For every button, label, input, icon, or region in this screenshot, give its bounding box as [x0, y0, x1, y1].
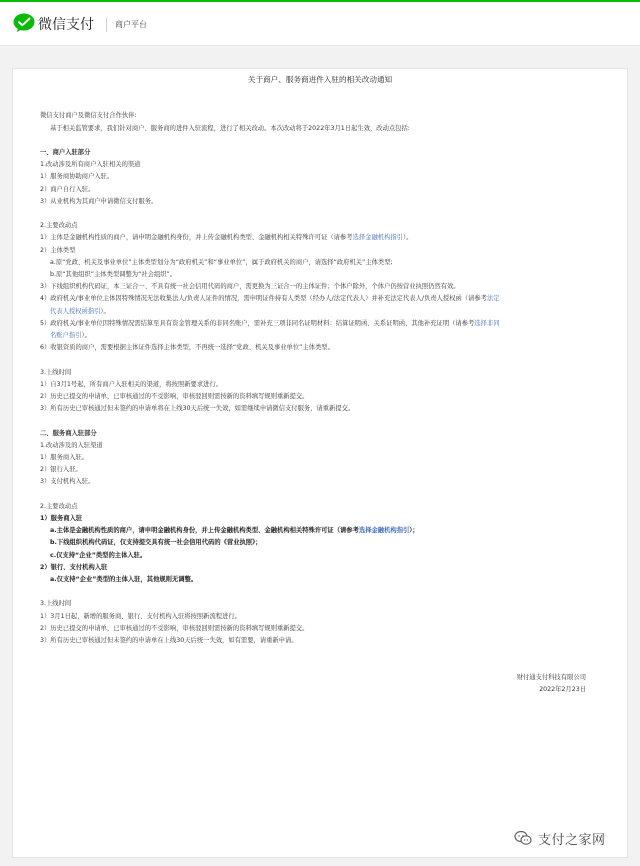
list-item: 4）政府机关/事业单位主体因特殊情况无法收集法人/负责人证件的情况，需申明证件持有人类型（经办人/法定代表人）并补充法定代表人/负责人授权函（请参考法定: [40, 295, 500, 303]
wechat-pay-logo-icon[interactable]: [13, 13, 35, 33]
list-item: 1）服务商入驻: [40, 515, 83, 523]
list-item: 5）政府机关/事业单位因特殊情况需结算至具有资金管理关系的非同名账户，需补充三项非同名证明材料：结算证明函、关系证明函、其他补充证明（请参考选择非同: [40, 319, 500, 327]
legal-rep-guide-link[interactable]: 法定: [486, 295, 500, 303]
watermark: [514, 828, 606, 848]
watermark-text: 支付之家网: [538, 832, 606, 848]
s1-2-title: 2.主要改动点: [40, 222, 78, 230]
platform-label[interactable]: 商户平台: [115, 20, 147, 29]
brand-name[interactable]: 微信支付: [38, 17, 94, 33]
greeting: 微信支付商户及微信支付合作伙伴:: [40, 112, 137, 120]
top-header: [0, 0, 640, 46]
s2-2-title: 2.主要改动点: [40, 502, 78, 510]
section-1-title: 一、商户入驻部分: [40, 148, 91, 156]
list-item: 1）自3月1号起，所有商户入驻相关的渠道，将按照新要求进行。: [40, 380, 223, 388]
list-item: b.下线组织机构代码证，仅支持提交具有统一社会信用代码的《营业执照》；: [50, 539, 262, 547]
signature: 财付通支付科技有限公司: [516, 673, 586, 681]
list-item: 1）主体是金融机构性质的商户，请申明金融机构身份，并上传金融机构类型、金融机构相关特殊许可证（请参考选择金融机构指引）。: [40, 234, 413, 242]
list-item: 2）银行入驻。: [40, 466, 82, 474]
intro: 基于相关监管要求，我们针对商户、服务商的进件入驻流程，进行了相关改动。本次改动将于2022年3月1日起生效，改动点包括:: [50, 124, 410, 132]
list-item-cont: 名账户指引）。: [50, 332, 91, 340]
list-item: 2）商户自行入驻。: [40, 185, 95, 193]
list-item: 2）历史已提交的申请单，已审核通过的不受影响，审核驳回则需按新的资料填写规则重新提交。: [40, 624, 309, 632]
list-item: 2）银行、支付机构入驻: [40, 563, 108, 571]
legal-rep-guide-link[interactable]: 代表人授权函指引: [50, 307, 101, 315]
list-item: a.主体是金融机构性质的商户，请申明金融机构身份，并上传金融机构类型、金融机构相关特殊许可证（请参考选择金融机构指引）；: [50, 527, 419, 535]
list-item: 3）所有历史已审核通过但未签约的申请单在上线30天后统一失效，如有需要，请重新申请。: [40, 637, 298, 645]
list-item: a.仅支持“企业”类型的主体入驻，其他规则无调整。: [50, 576, 198, 584]
list-item: 6）收银资质的商户，需要根据主体证件选择主体类型，不再统一选择“党政、机关及事业单位”主体类型。: [40, 344, 334, 352]
non-same-name-account-guide-link[interactable]: 选择非同: [474, 319, 500, 327]
list-item: 2）历史已提交的申请单，已审核通过的不受影响，审核驳回则需按新的资料填写规则重新提交。: [40, 393, 309, 401]
wechat-bubble-icon: [514, 830, 532, 846]
s2-3-title: 3.上线时间: [40, 600, 72, 608]
list-item: 3）下线组织机构代码证，本三证合一、不具有统一社会信用代码的商户，需更换为三证合一的主体证件；个体户除外，个体户仍按营业执照仍然有效。: [40, 283, 460, 291]
s1-1-title: 1.改动涉及所有商户入驻相关的渠道: [40, 161, 141, 169]
notice-title: 关于商户、服务商进件入驻的相关改动通知: [247, 75, 393, 84]
financial-institution-guide-link[interactable]: 选择金融机构指引: [352, 234, 403, 242]
list-item: 1）服务商协助商户入驻。: [40, 173, 114, 181]
list-item: 3）从业机构为其商户申请微信支付服务。: [40, 197, 158, 205]
list-item: 1）服务商入驻。: [40, 454, 89, 462]
list-item: 3）支付机构入驻。: [40, 478, 95, 486]
list-item: b.原“其他组织”主体类型调整为“社会组织”。: [50, 271, 177, 278]
list-item: c.仅支持“企业”类型的主体入驻。: [50, 551, 147, 559]
notice-date: 2022年2月23日: [539, 685, 586, 693]
list-item: a.原“党政、机关及事业单位”主体类型划分为“政府机关”和“事业单位”，属于政府机关的商户，请选择“政府机关”主体类型;: [50, 258, 393, 266]
list-item-cont: 代表人授权函指引）。: [50, 307, 110, 315]
financial-institution-guide-link[interactable]: 选择金融机构指引: [358, 527, 410, 535]
list-item: 3）所有历史已审核通过但未签约的申请单将在上线30天后统一失效，如需继续申请微信支付服务，请重新提交。: [40, 405, 355, 413]
header-divider: [106, 18, 107, 32]
s1-3-title: 3.上线时间: [40, 368, 72, 376]
list-item: 2）主体类型: [40, 246, 76, 254]
s2-1-title: 1.改动涉及的入驻渠道: [40, 441, 103, 449]
non-same-name-account-guide-link[interactable]: 名账户指引: [50, 332, 82, 340]
list-item: 1）3月1日起，新增的服务商、银行、支付机构入驻将按照新流程进行。: [40, 612, 241, 620]
section-2-title: 二、服务商入驻部分: [40, 429, 97, 437]
notice-content: [40, 74, 600, 696]
